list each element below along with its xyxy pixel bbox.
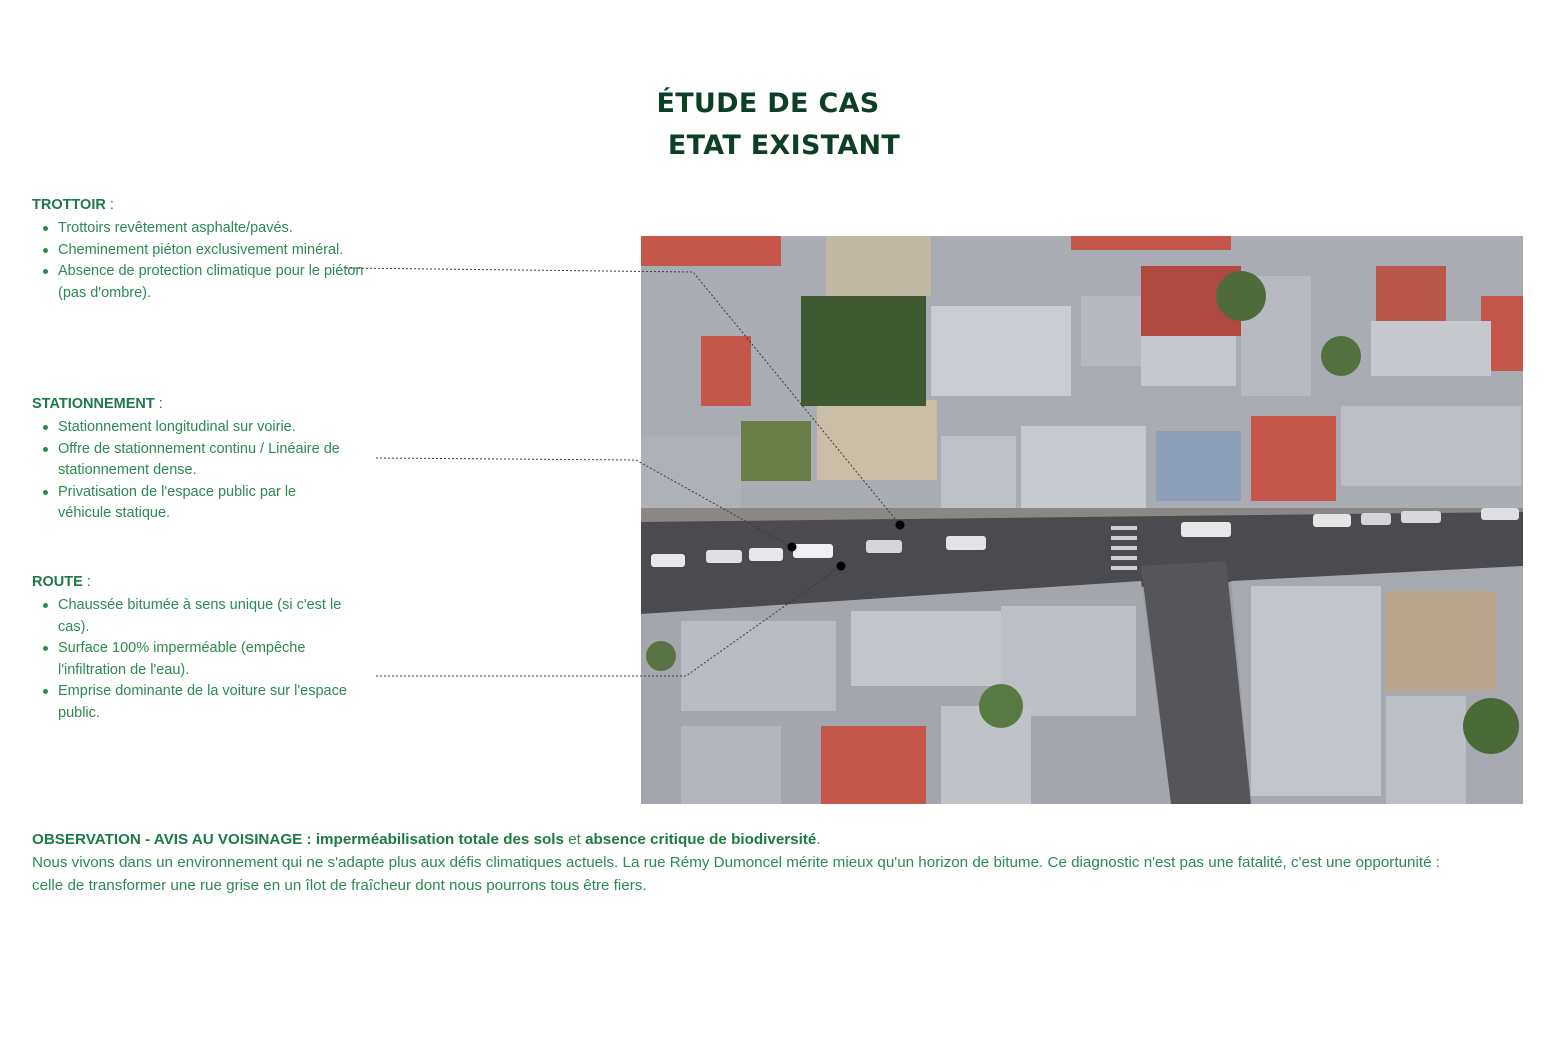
list-item: Trottoirs revêtement asphalte/pavés. [58,218,372,240]
observation-connector: et [563,831,586,848]
observation-block [32,828,1452,897]
section-route [32,573,372,725]
list-item: Absence de protection climatique pour le piéton (pas d'ombre). [58,261,368,304]
section-stationnement [32,395,372,525]
list-item: Stationnement longitudinal sur voirie. [58,417,372,439]
list-item: Surface 100% imperméable (empêche l'infiltration de l'eau). [58,638,358,681]
page-subtitle: ETAT EXISTANT [667,130,901,161]
list-item: Cheminement piéton exclusivement minéral. [58,240,348,262]
list-item: Privatisation de l'espace public par le véhicule statique. [58,482,348,525]
aerial-map-drawing [641,236,1523,804]
list-item: Emprise dominante de la voiture sur l'espace public. [58,681,348,724]
observation-highlight: absence critique de biodiversité [585,831,817,848]
section-heading: STATIONNEMENT : [32,396,163,412]
observation-highlight: imperméabilisation totale des sols [315,831,564,848]
bullet-list [32,417,372,525]
observation-body: Nous vivons dans un environnement qui ne s'adapte plus aux défis climatiques actuels. La rue Rémy Dumoncel mérite mieux qu'un horizon de bitume. Ce diagnostic n'est pas une fatalité, c'est une opportunité : celle de transformer une rue grise en un îlot de fraîcheur dont nous pourrons tous être fiers. [32,854,1440,894]
section-heading: TROTTOIR : [32,197,114,213]
list-item: Offre de stationnement continu / Linéaire de stationnement dense. [58,439,368,482]
observation-period: . [816,831,821,848]
list-item: Chaussée bitumée à sens unique (si c'est le cas). [58,595,363,638]
observation-label: OBSERVATION - AVIS AU VOISINAGE : [32,831,312,848]
bullet-list [32,595,372,725]
aerial-map [641,236,1523,804]
observation-headline [32,828,1452,851]
section-heading: ROUTE : [32,574,91,590]
page-title: ÉTUDE DE CAS [656,88,880,119]
section-trottoir [32,196,372,304]
bullet-list [32,218,372,304]
